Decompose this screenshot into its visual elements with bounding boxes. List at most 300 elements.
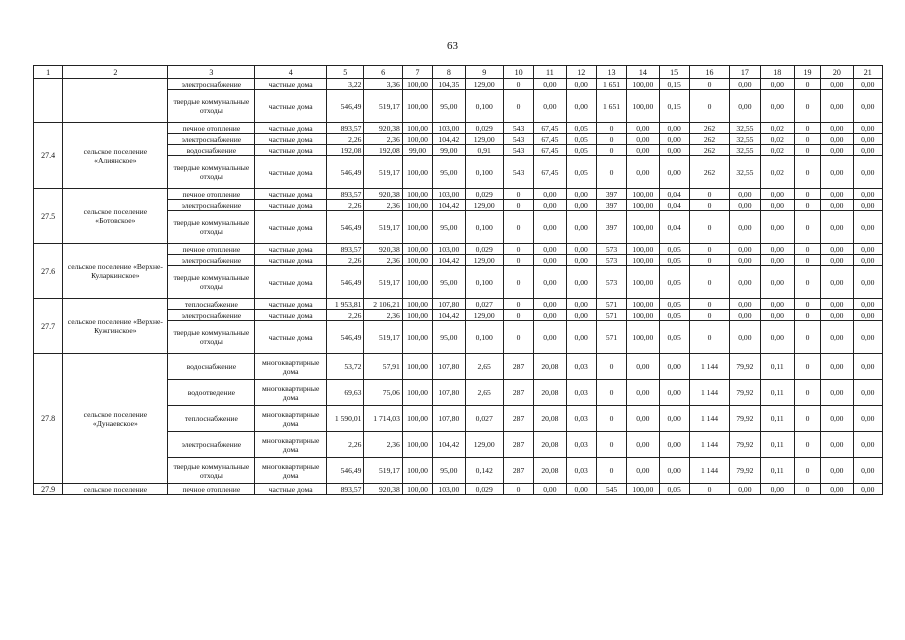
value-cell: 32,55 [730,156,760,189]
value-cell: 100,00 [402,432,432,458]
value-cell: 32,55 [730,145,760,156]
value-cell: 0,00 [853,299,883,310]
value-cell: 1 144 [689,380,729,406]
value-cell: 1 651 [596,79,626,90]
value-cell: 100,00 [627,90,659,123]
value-cell: 100,00 [402,310,432,321]
value-cell: 0,05 [566,134,596,145]
header-cell: 8 [433,66,465,79]
value-cell: 0,00 [760,310,794,321]
row-number-cell: 27.4 [34,123,63,189]
value-cell: 20,08 [534,458,566,484]
housing-type-cell: частные дома [255,90,327,123]
value-cell: 0,00 [853,255,883,266]
value-cell: 0,91 [465,145,503,156]
value-cell: 0 [794,484,820,495]
value-cell: 546,49 [327,458,364,484]
value-cell: 0 [503,200,533,211]
housing-type-cell: многоквартирные дома [255,380,327,406]
value-cell: 0 [794,321,820,354]
value-cell: 0,00 [566,244,596,255]
value-cell: 192,08 [364,145,402,156]
value-cell: 0,00 [730,90,760,123]
value-cell: 0,100 [465,321,503,354]
value-cell: 100,00 [627,299,659,310]
value-cell: 100,00 [627,189,659,200]
header-cell: 18 [760,66,794,79]
value-cell: 20,08 [534,432,566,458]
value-cell: 79,92 [730,406,760,432]
value-cell: 69,63 [327,380,364,406]
value-cell: 519,17 [364,266,402,299]
header-cell: 9 [465,66,503,79]
value-cell: 1 714,03 [364,406,402,432]
value-cell: 0,11 [760,432,794,458]
housing-type-cell: частные дома [255,244,327,255]
value-cell: 0,00 [730,266,760,299]
value-cell: 20,08 [534,406,566,432]
value-cell: 0,00 [627,134,659,145]
value-cell: 0 [503,255,533,266]
value-cell: 95,00 [433,156,465,189]
value-cell: 0,00 [853,156,883,189]
value-cell: 95,00 [433,458,465,484]
header-cell: 7 [402,66,432,79]
municipality-cell [63,79,168,123]
value-cell: 0 [794,244,820,255]
row-number-cell: 27.8 [34,354,63,484]
value-cell: 0,02 [760,156,794,189]
value-cell: 519,17 [364,90,402,123]
value-cell: 79,92 [730,380,760,406]
value-cell: 0,00 [821,432,853,458]
value-cell: 262 [689,123,729,134]
value-cell: 100,00 [402,406,432,432]
value-cell: 1 144 [689,354,729,380]
value-cell: 104,42 [433,134,465,145]
value-cell: 100,00 [627,266,659,299]
housing-type-cell: многоквартирные дома [255,432,327,458]
value-cell: 67,45 [534,123,566,134]
value-cell: 0,00 [534,244,566,255]
municipality-cell: сельское поселение «Алиянское» [63,123,168,189]
value-cell: 0,00 [730,211,760,244]
value-cell: 2,26 [327,255,364,266]
value-cell: 75,06 [364,380,402,406]
municipality-cell: сельское поселение «Верхне-Куларкинское» [63,244,168,299]
resource-cell: водоснабжение [168,354,255,380]
value-cell: 0,03 [566,354,596,380]
value-cell: 0,00 [821,189,853,200]
value-cell: 0,00 [821,321,853,354]
value-cell: 0 [794,123,820,134]
page-number: 63 [447,40,458,52]
value-cell: 0 [596,380,626,406]
value-cell: 103,00 [433,189,465,200]
value-cell: 0,05 [566,123,596,134]
value-cell: 893,57 [327,189,364,200]
value-cell: 2 106,21 [364,299,402,310]
value-cell: 79,92 [730,432,760,458]
resource-cell: печное отопление [168,244,255,255]
value-cell: 100,00 [402,156,432,189]
value-cell: 0 [689,321,729,354]
value-cell: 0,00 [760,79,794,90]
value-cell: 0,00 [730,79,760,90]
value-cell: 100,00 [402,484,432,495]
value-cell: 100,00 [402,255,432,266]
housing-type-cell: многоквартирные дома [255,354,327,380]
value-cell: 2,26 [327,310,364,321]
value-cell: 0,029 [465,189,503,200]
value-cell: 0 [794,380,820,406]
row-number-cell: 27.5 [34,189,63,244]
value-cell: 0 [794,145,820,156]
value-cell: 0,100 [465,266,503,299]
value-cell: 0,00 [821,380,853,406]
value-cell: 107,80 [433,354,465,380]
value-cell: 0 [503,90,533,123]
value-cell: 2,65 [465,354,503,380]
resource-cell: электроснабжение [168,134,255,145]
value-cell: 0 [503,189,533,200]
value-cell: 100,00 [402,134,432,145]
value-cell: 100,00 [402,299,432,310]
value-cell: 0,029 [465,123,503,134]
value-cell: 0,00 [760,484,794,495]
row-number-cell: 27.7 [34,299,63,354]
value-cell: 0,00 [821,255,853,266]
resource-cell: твердые коммунальные отходы [168,321,255,354]
value-cell: 95,00 [433,90,465,123]
value-cell: 0,11 [760,458,794,484]
value-cell: 0 [503,211,533,244]
value-cell: 0,00 [534,310,566,321]
value-cell: 0,11 [760,406,794,432]
table-row [34,123,883,134]
value-cell: 0 [794,458,820,484]
value-cell: 0 [794,200,820,211]
table-row [34,79,883,90]
value-cell: 0,00 [534,200,566,211]
table-row [34,484,883,495]
value-cell: 0,029 [465,244,503,255]
header-cell: 19 [794,66,820,79]
value-cell: 0,00 [821,244,853,255]
value-cell: 0,00 [534,266,566,299]
value-cell: 0,029 [465,484,503,495]
value-cell: 0,00 [853,432,883,458]
housing-type-cell: частные дома [255,266,327,299]
housing-type-cell: частные дома [255,484,327,495]
housing-type-cell: частные дома [255,156,327,189]
value-cell: 0,00 [760,321,794,354]
value-cell: 0 [596,156,626,189]
value-cell: 0 [596,145,626,156]
value-cell: 2,26 [327,134,364,145]
value-cell: 0,00 [627,380,659,406]
value-cell: 287 [503,354,533,380]
row-number-cell: 27.6 [34,244,63,299]
value-cell: 893,57 [327,123,364,134]
value-cell: 0 [689,244,729,255]
value-cell: 0,00 [853,406,883,432]
value-cell: 0 [689,255,729,266]
value-cell: 0 [794,211,820,244]
municipality-cell: сельское поселение «Ботовское» [63,189,168,244]
municipality-cell: сельское поселение «Верхне-Кужгинское» [63,299,168,354]
header-cell: 14 [627,66,659,79]
value-cell: 57,91 [364,354,402,380]
value-cell: 0,02 [760,145,794,156]
header-cell: 6 [364,66,402,79]
value-cell: 129,00 [465,310,503,321]
value-cell: 100,00 [402,200,432,211]
value-cell: 0,00 [821,266,853,299]
value-cell: 0 [794,255,820,266]
value-cell: 519,17 [364,211,402,244]
value-cell: 32,55 [730,123,760,134]
value-cell: 1 953,81 [327,299,364,310]
value-cell: 2,36 [364,310,402,321]
value-cell: 397 [596,189,626,200]
value-cell: 0 [794,189,820,200]
value-cell: 262 [689,134,729,145]
resource-cell: электроснабжение [168,200,255,211]
value-cell: 129,00 [465,432,503,458]
value-cell: 0 [503,299,533,310]
table-row [34,299,883,310]
value-cell: 2,36 [364,432,402,458]
value-cell: 0,04 [659,211,689,244]
value-cell: 0 [689,484,729,495]
value-cell: 0,00 [566,211,596,244]
value-cell: 0,00 [730,321,760,354]
value-cell: 0,00 [566,90,596,123]
header-cell: 10 [503,66,533,79]
value-cell: 0 [689,79,729,90]
value-cell: 0,100 [465,211,503,244]
value-cell: 543 [503,134,533,145]
value-cell: 0,05 [659,255,689,266]
value-cell: 0 [794,79,820,90]
value-cell: 0,027 [465,299,503,310]
value-cell: 0,00 [534,189,566,200]
value-cell: 100,00 [402,458,432,484]
value-cell: 543 [503,156,533,189]
value-cell: 0,00 [821,458,853,484]
value-cell: 571 [596,321,626,354]
value-cell: 0,00 [659,134,689,145]
value-cell: 0,03 [566,406,596,432]
value-cell: 0 [794,432,820,458]
value-cell: 100,00 [402,189,432,200]
value-cell: 0,03 [566,458,596,484]
value-cell: 0,05 [659,299,689,310]
value-cell: 0,11 [760,354,794,380]
value-cell: 0,00 [853,380,883,406]
value-cell: 20,08 [534,380,566,406]
value-cell: 0,00 [730,310,760,321]
value-cell: 0,00 [566,310,596,321]
value-cell: 0,00 [760,90,794,123]
value-cell: 0,00 [760,211,794,244]
value-cell: 0 [503,484,533,495]
value-cell: 2,26 [327,200,364,211]
value-cell: 0,00 [534,211,566,244]
value-cell: 571 [596,310,626,321]
value-cell: 0 [794,354,820,380]
value-cell: 0 [596,354,626,380]
value-cell: 20,08 [534,354,566,380]
value-cell: 67,45 [534,145,566,156]
value-cell: 104,42 [433,432,465,458]
value-cell: 0,00 [534,299,566,310]
header-row [34,66,883,79]
value-cell: 546,49 [327,266,364,299]
value-cell: 0,04 [659,200,689,211]
value-cell: 0,00 [853,134,883,145]
value-cell: 0,00 [627,432,659,458]
value-cell: 920,38 [364,484,402,495]
value-cell: 100,00 [402,123,432,134]
value-cell: 3,22 [327,79,364,90]
value-cell: 0,00 [821,90,853,123]
table-row [34,189,883,200]
value-cell: 95,00 [433,321,465,354]
header-cell: 2 [63,66,168,79]
value-cell: 0 [689,266,729,299]
value-cell: 0,00 [566,299,596,310]
value-cell: 100,00 [402,266,432,299]
resource-cell: водоотведение [168,380,255,406]
value-cell: 0,00 [760,200,794,211]
header-cell: 11 [534,66,566,79]
value-cell: 0,00 [853,244,883,255]
resource-cell: электроснабжение [168,79,255,90]
municipality-cell: сельское поселение [63,484,168,495]
value-cell: 32,55 [730,134,760,145]
value-cell: 0,00 [821,200,853,211]
value-cell: 107,80 [433,380,465,406]
value-cell: 0,100 [465,90,503,123]
resource-cell: печное отопление [168,189,255,200]
value-cell: 0,00 [659,156,689,189]
value-cell: 103,00 [433,484,465,495]
value-cell: 0,00 [730,189,760,200]
value-cell: 100,00 [402,321,432,354]
value-cell: 0 [689,90,729,123]
value-cell: 0,00 [853,310,883,321]
value-cell: 107,80 [433,299,465,310]
housing-type-cell: частные дома [255,200,327,211]
value-cell: 0,00 [760,189,794,200]
housing-type-cell: частные дома [255,189,327,200]
value-cell: 0,00 [627,145,659,156]
value-cell: 0,00 [534,484,566,495]
value-cell: 129,00 [465,255,503,266]
value-cell: 920,38 [364,123,402,134]
value-cell: 0 [503,321,533,354]
value-cell: 79,92 [730,458,760,484]
value-cell: 0,00 [821,310,853,321]
value-cell: 0 [689,310,729,321]
value-cell: 573 [596,255,626,266]
header-cell: 5 [327,66,364,79]
value-cell: 0 [794,90,820,123]
value-cell: 100,00 [402,354,432,380]
value-cell: 0,00 [821,299,853,310]
value-cell: 0,00 [821,134,853,145]
value-cell: 0 [503,310,533,321]
value-cell: 104,35 [433,79,465,90]
value-cell: 0,00 [821,145,853,156]
value-cell: 0 [689,189,729,200]
value-cell: 287 [503,432,533,458]
value-cell: 0,00 [659,354,689,380]
value-cell: 0,04 [659,189,689,200]
resource-cell: твердые коммунальные отходы [168,458,255,484]
value-cell: 129,00 [465,134,503,145]
value-cell: 0,05 [566,145,596,156]
value-cell: 0,00 [853,189,883,200]
value-cell: 0,00 [566,255,596,266]
value-cell: 0,03 [566,380,596,406]
value-cell: 0,00 [627,406,659,432]
value-cell: 287 [503,406,533,432]
resource-cell: твердые коммунальные отходы [168,211,255,244]
value-cell: 573 [596,244,626,255]
value-cell: 0 [596,432,626,458]
resource-cell: электроснабжение [168,310,255,321]
value-cell: 0 [596,134,626,145]
value-cell: 1 651 [596,90,626,123]
value-cell: 0,00 [821,123,853,134]
value-cell: 100,00 [627,484,659,495]
value-cell: 0 [794,134,820,145]
resource-cell: электроснабжение [168,432,255,458]
value-cell: 0,00 [534,90,566,123]
value-cell: 0,00 [627,156,659,189]
value-cell: 104,42 [433,310,465,321]
value-cell: 0,027 [465,406,503,432]
value-cell: 0,05 [659,484,689,495]
header-cell: 12 [566,66,596,79]
value-cell: 0,00 [760,244,794,255]
value-cell: 546,49 [327,156,364,189]
housing-type-cell: частные дома [255,299,327,310]
value-cell: 287 [503,458,533,484]
value-cell: 0,15 [659,79,689,90]
value-cell: 0,00 [821,211,853,244]
value-cell: 2,36 [364,200,402,211]
value-cell: 2,26 [327,432,364,458]
resource-cell: твердые коммунальные отходы [168,90,255,123]
value-cell: 0 [689,211,729,244]
value-cell: 2,36 [364,134,402,145]
value-cell: 192,08 [327,145,364,156]
value-cell: 100,00 [402,244,432,255]
value-cell: 0,100 [465,156,503,189]
housing-type-cell: частные дома [255,79,327,90]
value-cell: 0,00 [566,189,596,200]
value-cell: 0,00 [730,200,760,211]
row-number-cell: 27.9 [34,484,63,495]
value-cell: 0 [596,123,626,134]
value-cell: 546,49 [327,321,364,354]
value-cell: 103,00 [433,123,465,134]
housing-type-cell: многоквартирные дома [255,406,327,432]
